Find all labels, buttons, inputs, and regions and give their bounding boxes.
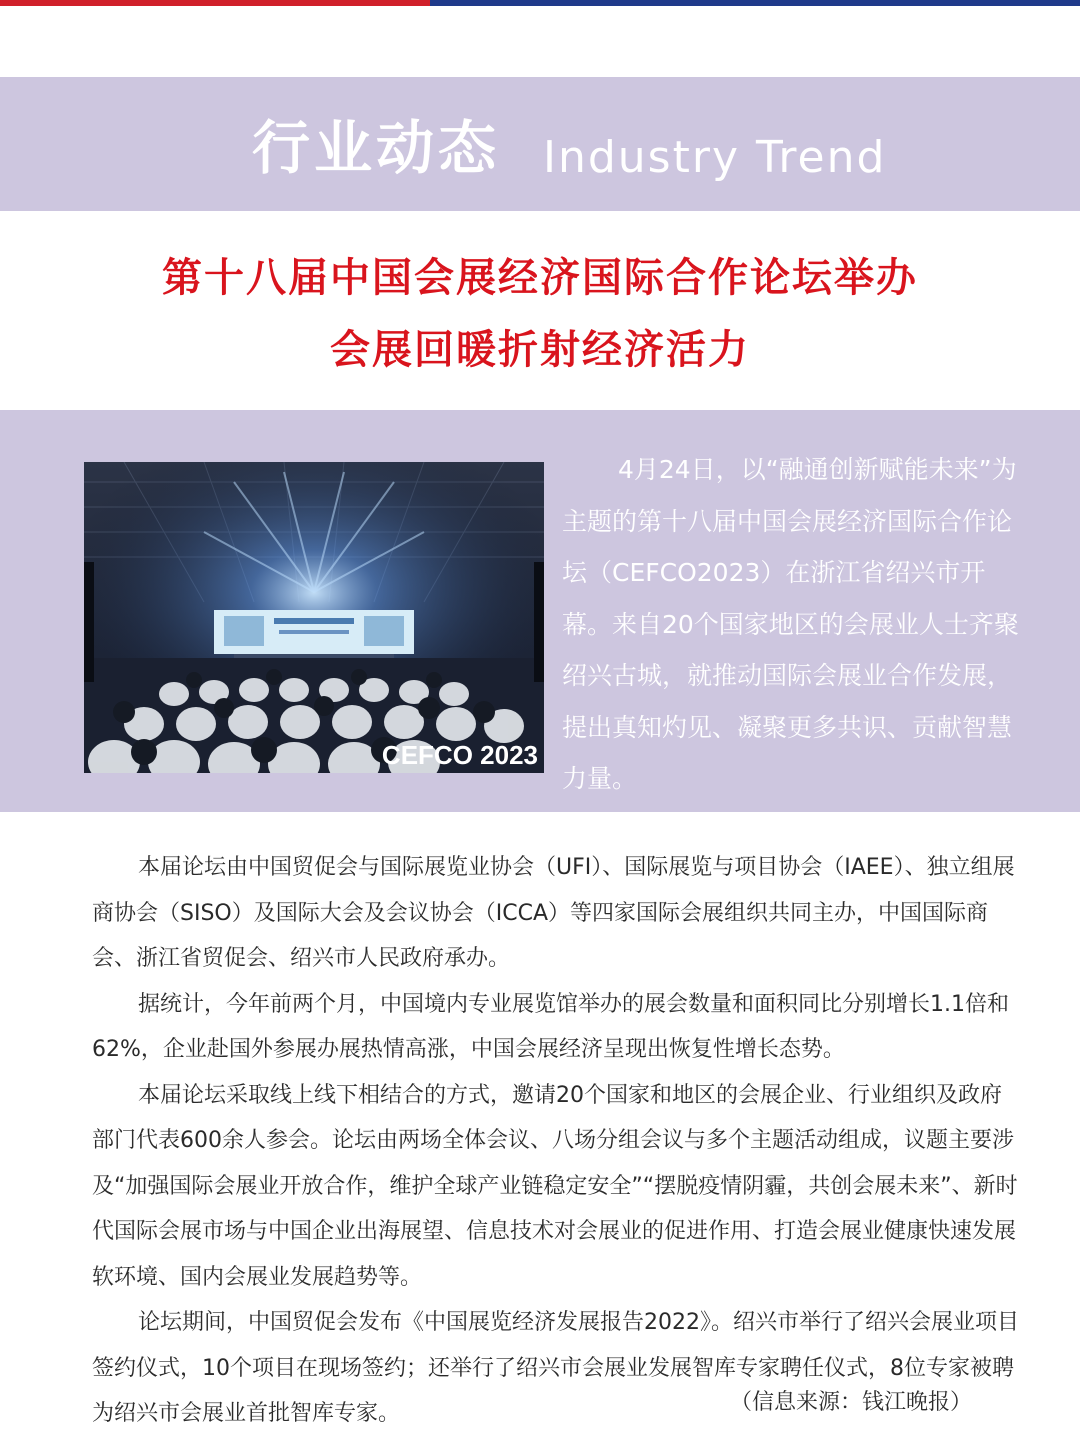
- source-credit: （信息来源：钱江晚报）: [729, 1390, 972, 1415]
- body-paragraph-2: 据统计，今年前两个月，中国境内专业展览馆举办的展会数量和面积同比分别增长1.1倍和62%，企业赴国外参展办展热情高涨，中国会展经济呈现出恢复性增长态势。: [92, 991, 1009, 1062]
- article-headline-line2: 会展回暖折射经济活力: [330, 327, 750, 373]
- forum-photo: [84, 462, 544, 773]
- section-title-en: Industry Trend: [543, 132, 887, 183]
- section-banner: [0, 77, 1080, 211]
- intro-paragraph: 4月24日，以“融通创新赋能未来”为主题的第十八届中国会展经济国际合作论坛（CEFCO2023）在浙江省绍兴市开幕。来自20个国家地区的会展业人士齐聚绍兴古城，就推动国际会展业合作发展，提出真知灼见、凝聚更多共识、贡献智慧力量。: [562, 455, 1019, 793]
- top-stripe-blue: [430, 0, 1080, 6]
- body-paragraph-3: 本届论坛采取线上线下相结合的方式，邀请20个国家和地区的会展企业、行业组织及政府部门代表600余人参会。论坛由两场全体会议、八场分组会议与多个主题活动组成，议题主要涉及“加强国际会展业开放合作，维护全球产业链稳定安全”“摆脱疫情阴霾，共创会展未来”、新时代国际会展市场与中国企业出海展望、信息技术对会展业的促进作用、打造会展业健康快速发展软环境、国内会展业发展趋势等。: [92, 1082, 1018, 1290]
- top-stripe-red: [0, 0, 430, 6]
- article-headline-line1: 第十八届中国会展经济国际合作论坛举办: [162, 255, 918, 301]
- forum-hall-illustration: [84, 462, 544, 773]
- photo-caption-logo: CEFCO 2023: [381, 740, 538, 770]
- body-paragraph-1: 本届论坛由中国贸促会与国际展览业协会（UFI）、国际展览与项目协会（IAEE）、独立组展商协会（SISO）及国际大会及会议协会（ICCA）等四家国际会展组织共同主办，中国国际商会、浙江省贸促会、绍兴市人民政府承办。: [92, 855, 1015, 971]
- section-title-cn: 行业动态: [252, 114, 501, 182]
- body-paragraph-4: 论坛期间，中国贸促会发布《中国展览经济发展报告2022》。绍兴市举行了绍兴会展业项目签约仪式，10个项目在现场签约；还举行了绍兴市会展业发展智库专家聘任仪式，8位专家被聘为绍兴市会展业首批智库专家。: [92, 1310, 1019, 1426]
- top-color-stripe: [0, 0, 1080, 8]
- article-body: [92, 845, 1022, 1437]
